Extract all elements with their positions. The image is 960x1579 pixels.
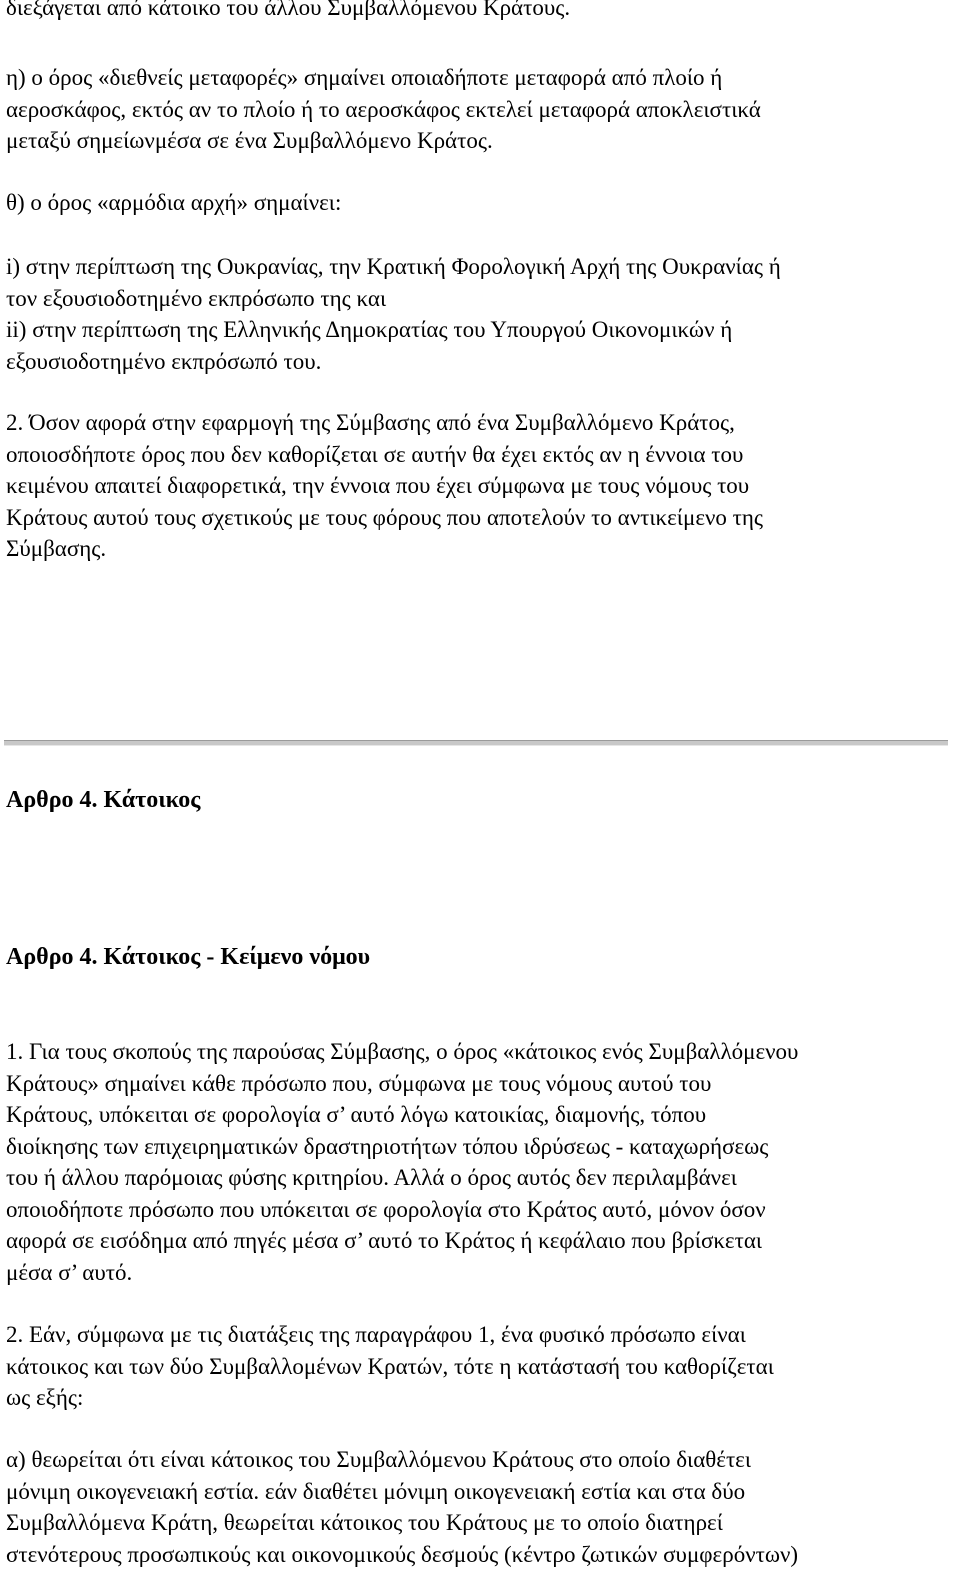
paragraph-line: Κράτους» σημαίνει κάθε πρόσωπο που, σύμφωνα με τους νόμους αυτού του bbox=[6, 1070, 712, 1096]
paragraph-line: του ή άλλου παρόμοιας φύσης κριτηρίου. Αλλά ο όρος αυτός δεν περιλαμβάνει bbox=[6, 1165, 737, 1190]
paragraph-line: Συμβαλλόμενα Κράτη, θεωρείται κάτοικος του Κράτους με το οποίο διατηρεί bbox=[6, 1510, 723, 1535]
paragraph-line: εξουσιοδοτημένο εκπρόσωπό του. bbox=[6, 348, 322, 374]
intro-tail-paragraph bbox=[6, 0, 954, 24]
article-title: Αρθρο 4. Κάτοικος bbox=[6, 787, 201, 813]
paragraph-line: κάτοικος και των δύο Συμβαλλομένων Κρατών, τότε η κατάστασή του καθορίζεται bbox=[6, 1353, 774, 1379]
paragraph-line: Σύμβασης. bbox=[6, 536, 107, 561]
paragraph-line: μεταξύ σημείωνμέσα σε ένα Συμβαλλόμενο Κράτος. bbox=[6, 128, 493, 153]
paragraph-line: ως εξής: bbox=[6, 1385, 84, 1410]
paragraph-line: τον εξουσιοδοτημένο εκπρόσωπο της και bbox=[6, 285, 387, 311]
paragraph-line: 2. Όσον αφορά στην εφαρμογή της Σύμβασης από ένα Συμβαλλόμενο Κράτος, bbox=[6, 410, 735, 435]
paragraph-line: α) θεωρείται ότι είναι κάτοικος του Συμβαλλόμενου Κράτους στο οποίο διαθέτει bbox=[6, 1447, 752, 1472]
paragraph-line: μέσα σ’ αυτό. bbox=[6, 1259, 133, 1285]
paragraph-line: Κράτους, υπόκειται σε φορολογία σ’ αυτό λόγω κατοικίας, διαμονής, τόπου bbox=[6, 1102, 707, 1127]
definition-eta-paragraph bbox=[6, 62, 954, 157]
paragraph-line: οποιοδήποτε πρόσωπο που υπόκειται σε φορολογία στο Κράτος αυτό, μόνον όσον bbox=[6, 1196, 766, 1222]
paragraph-line: Κράτους αυτού τους σχετικούς με τους φόρους που αποτελούν το αντικείμενο της bbox=[6, 504, 764, 530]
interpretation-paragraph bbox=[6, 407, 954, 565]
horizontal-divider bbox=[4, 740, 948, 746]
paragraph-line: 1. Για τους σκοπούς της παρούσας Σύμβασης, ο όρος «κάτοικος ενός Συμβαλλόμενου bbox=[6, 1039, 799, 1064]
paragraph-line: οποιοσδήποτε όρος που δεν καθορίζεται σε αυτήν θα έχει εκτός αν η έννοια του bbox=[6, 441, 744, 467]
definition-theta-paragraph bbox=[6, 187, 954, 219]
article-paragraph-1 bbox=[6, 1036, 954, 1288]
paragraph-line: διοίκησης των επιχειρηματικών δραστηριοτήτων τόπου ιδρύσεως - καταχωρήσεως bbox=[6, 1133, 769, 1159]
paragraph-line: αφορά σε εισόδημα από πηγές μέσα σ’ αυτό το Κράτος ή κεφάλαιο που βρίσκεται bbox=[6, 1228, 763, 1253]
paragraph-line: i) στην περίπτωση της Ουκρανίας, την Κρατική Φορολογική Αρχή της Ουκρανίας ή bbox=[6, 254, 781, 279]
paragraph-line: μόνιμη οικογενειακή εστία. εάν διαθέτει μόνιμη οικογενειακή εστία και στα δύο bbox=[6, 1478, 746, 1504]
competent-authority-list bbox=[6, 251, 954, 377]
paragraph-line: θ) ο όρος «αρμόδια αρχή» σημαίνει: bbox=[6, 190, 342, 215]
intro-tail-line: διεξάγεται από κάτοικο του άλλου Συμβαλλόμενου Κράτους. bbox=[6, 0, 571, 20]
article-paragraph-2 bbox=[6, 1319, 954, 1414]
paragraph-line: ii) στην περίπτωση της Ελληνικής Δημοκρατίας του Υπουργού Οικονομικών ή bbox=[6, 317, 733, 342]
paragraph-line: αεροσκάφος, εκτός αν το πλοίο ή το αεροσκάφος εκτελεί μεταφορά αποκλειστικά bbox=[6, 96, 761, 122]
paragraph-line: στενότερους προσωπικούς και οικονομικούς δεσμούς (κέντρο ζωτικών συμφερόντων) bbox=[6, 1541, 799, 1567]
paragraph-line: κειμένου απαιτεί διαφορετικά, την έννοια που έχει σύμφωνα με τους νόμους του bbox=[6, 473, 750, 498]
article-paragraph-a bbox=[6, 1444, 954, 1570]
paragraph-line: η) ο όρος «διεθνείς μεταφορές» σημαίνει οποιαδήποτε μεταφορά από πλοίο ή bbox=[6, 65, 723, 90]
article-subtitle: Αρθρο 4. Κάτοικος - Κείμενο νόμου bbox=[6, 944, 371, 970]
paragraph-line: 2. Εάν, σύμφωνα με τις διατάξεις της παραγράφου 1, ένα φυσικό πρόσωπο είναι bbox=[6, 1322, 746, 1347]
